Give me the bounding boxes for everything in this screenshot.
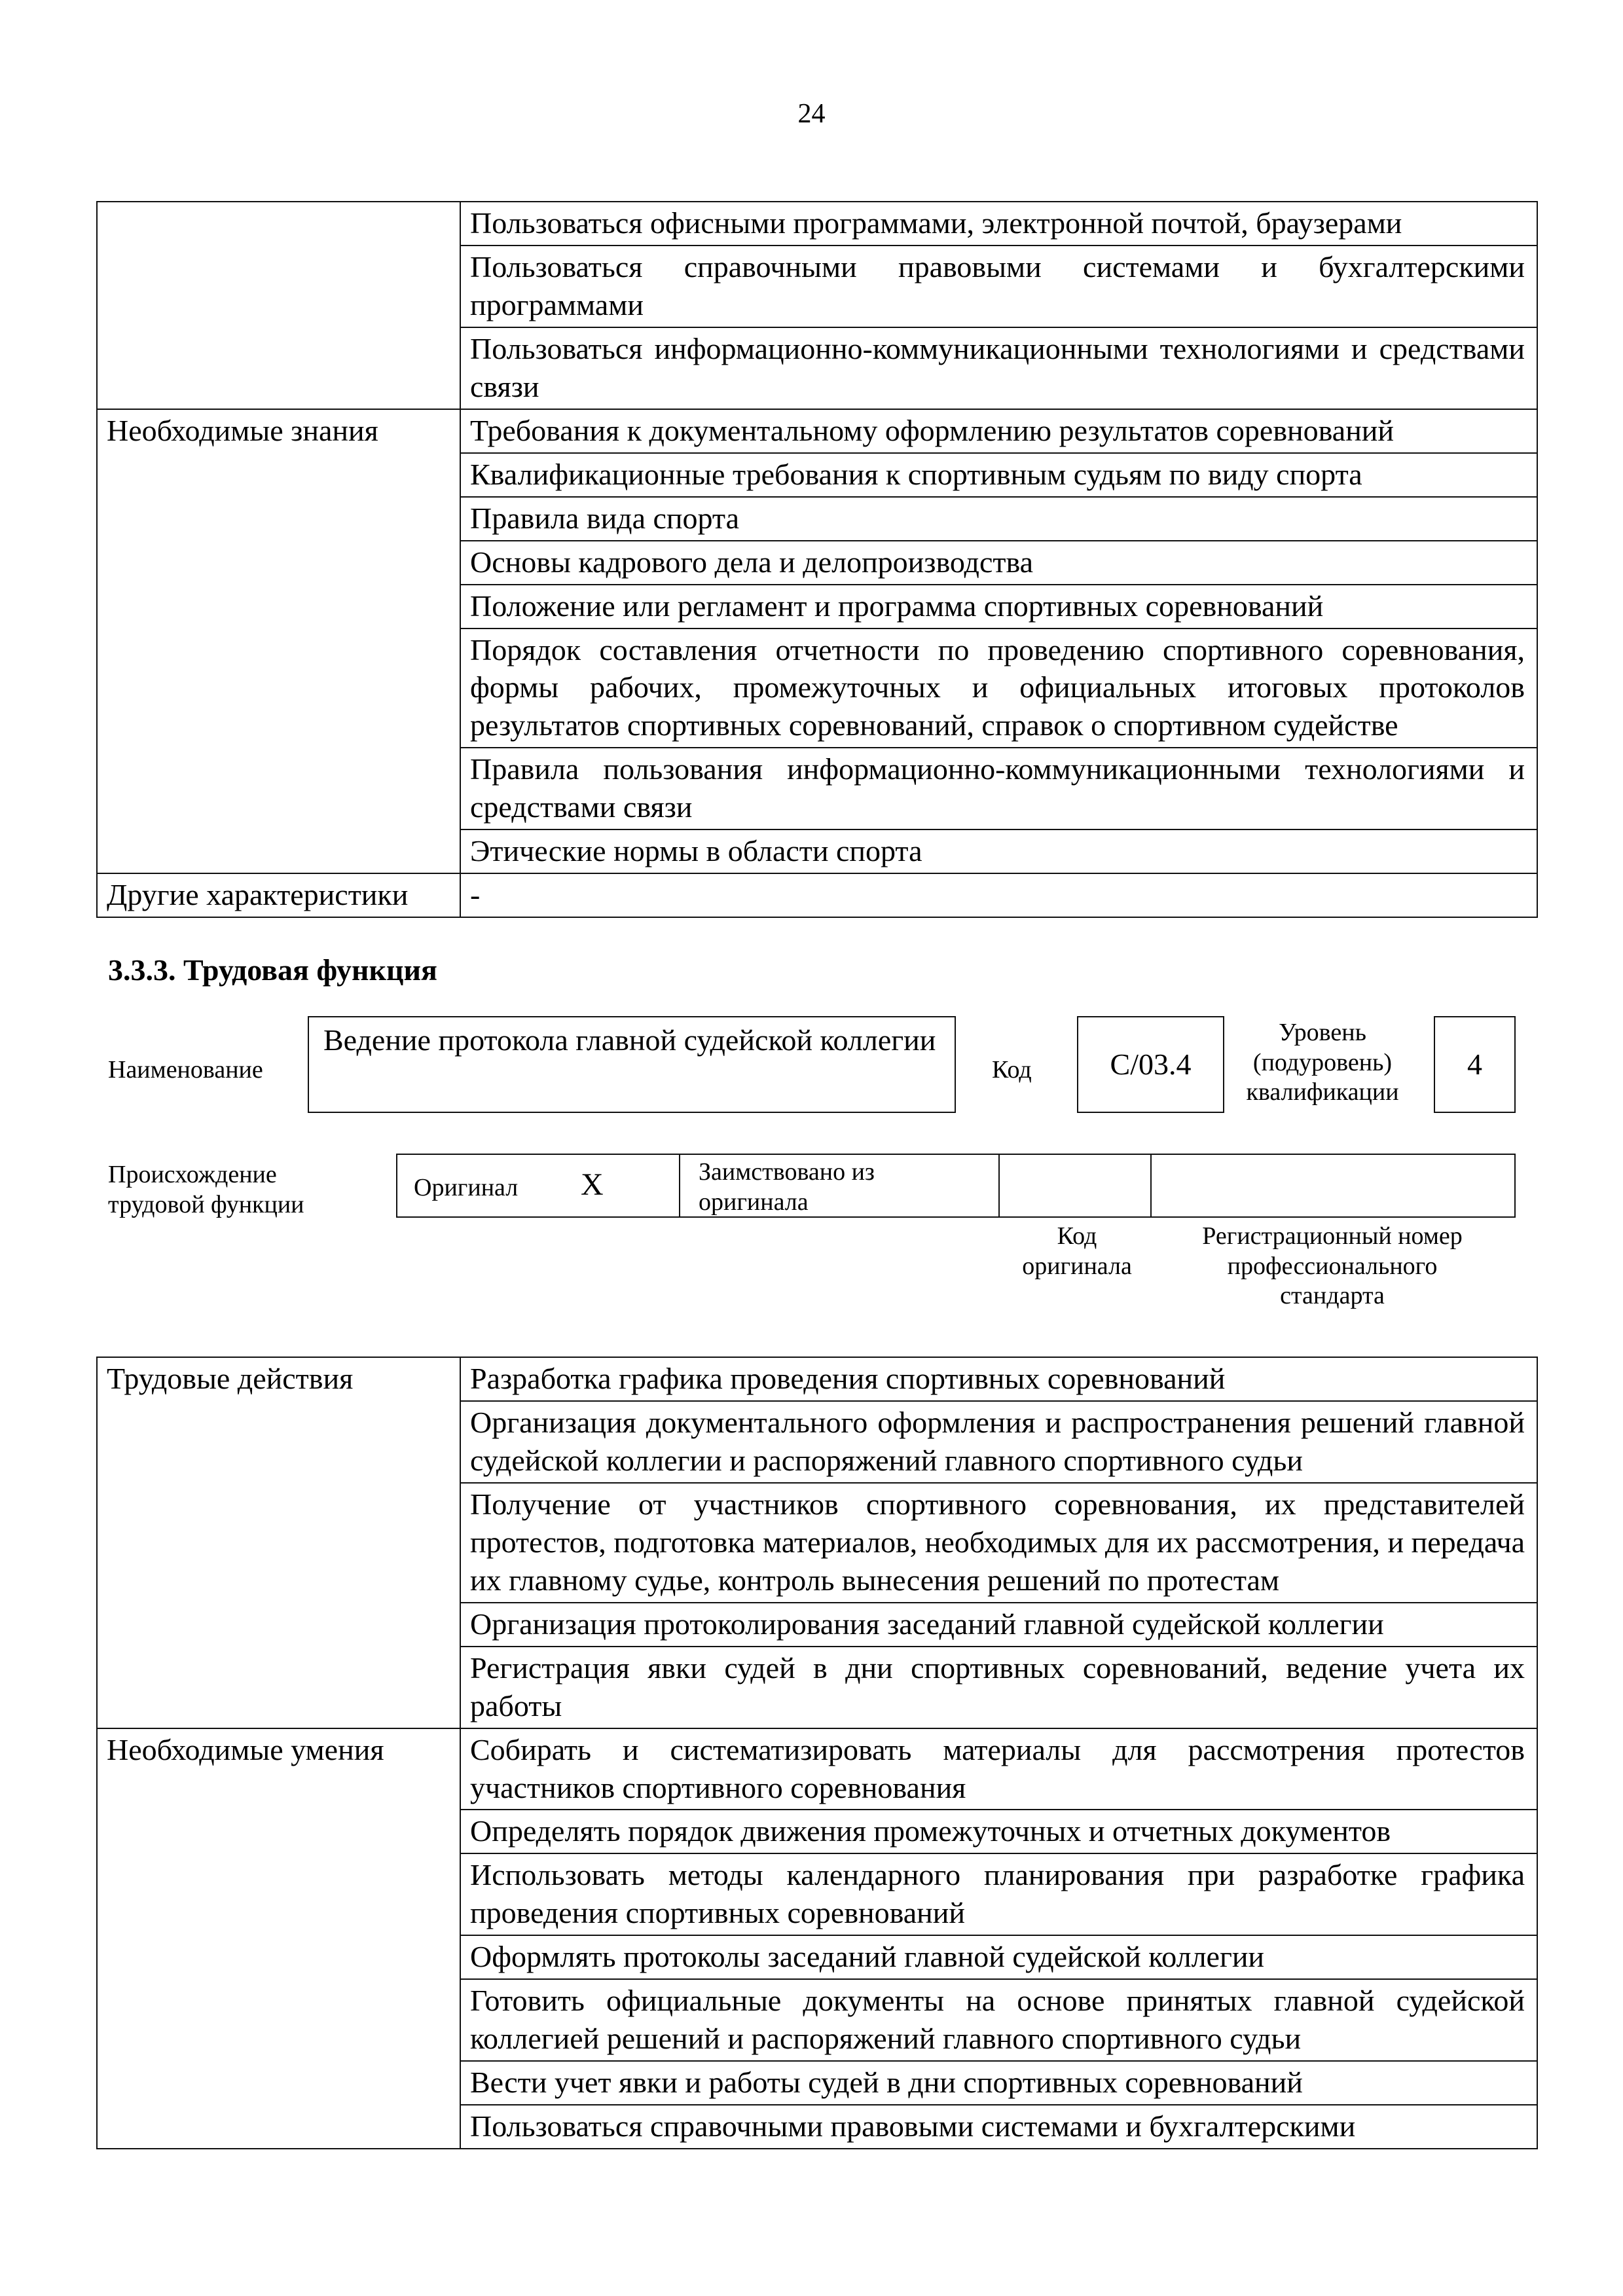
row-text-cell: Пользоваться офисными программами, электронной почтой, браузерами: [460, 202, 1537, 246]
code-value: C/03.4: [1110, 1048, 1192, 1081]
table-row: [97, 873, 1537, 917]
row-label-cell: [97, 202, 460, 409]
actions-table: [96, 1357, 1538, 2149]
row-text-cell: Получение от участников спортивного соревнования, их представителей протестов, подготовка материалов, необходимых для их рассмотрения, и передача их главному судье, контроль вынесения решений по протестам: [460, 1483, 1537, 1603]
row-text-cell: Основы кадрового дела и делопроизводства: [460, 541, 1537, 585]
table-row: [97, 1728, 1537, 1810]
row-text-cell: Пользоваться справочными правовыми системами и бухгалтерскими: [460, 2105, 1537, 2149]
row-label-cell: Другие характеристики: [97, 873, 460, 917]
row-text-cell: Квалификационные требования к спортивным судьям по виду спорта: [460, 453, 1537, 497]
row-text-cell: Организация протоколирования заседаний главной судейской коллегии: [460, 1603, 1537, 1647]
row-text-cell: Правила вида спорта: [460, 497, 1537, 541]
row-text-cell: Организация документального оформления и распространения решений главной судейской коллегии и распоряжений главного спортивного судьи: [460, 1401, 1537, 1483]
row-text-cell: Положение или регламент и программа спортивных соревнований: [460, 585, 1537, 629]
row-label-cell: Трудовые действия: [97, 1357, 460, 1728]
row-text-cell: Оформлять протоколы заседаний главной судейской коллегии: [460, 1935, 1537, 1979]
borrowed-label: Заимствовано из оригинала: [699, 1158, 875, 1216]
knowledge-table: [96, 201, 1538, 918]
level-value-box: [1434, 1016, 1516, 1113]
row-label-cell: Необходимые умения: [97, 1728, 460, 2149]
original-label: Оригинал: [414, 1174, 519, 1201]
row-text-cell: Пользоваться справочными правовыми системами и бухгалтерскими программами: [460, 246, 1537, 327]
name-value: Ведение протокола главной судейской коллегии: [323, 1023, 936, 1057]
section-heading: 3.3.3. Трудовая функция: [108, 953, 437, 987]
row-text-cell: Определять порядок движения промежуточных и отчетных документов: [460, 1810, 1537, 1853]
original-mark: X: [581, 1167, 604, 1202]
row-text-cell: Требования к документальному оформлению результатов соревнований: [460, 409, 1537, 453]
origin-label: Происхождение трудовой функции: [108, 1161, 304, 1218]
row-text-cell: Этические нормы в области спорта: [460, 829, 1537, 873]
row-label-cell: Необходимые знания: [97, 409, 460, 873]
row-text-cell: Готовить официальные документы на основе принятых главной судейской коллегией решений и распоряжений главного спортивного судьи: [460, 1979, 1537, 2061]
row-text-cell: Разработка графика проведения спортивных соревнований: [460, 1357, 1537, 1401]
row-text-cell: Правила пользования информационно-коммуникационными технологиями и средствами связи: [460, 748, 1537, 829]
row-text-cell: Собирать и систематизировать материалы для рассмотрения протестов участников спортивного соревнования: [460, 1728, 1537, 1810]
code-original-caption: Код оригинала: [1022, 1222, 1132, 1280]
name-value-box: [308, 1016, 956, 1113]
table-row: [97, 202, 1537, 246]
origin-box: [396, 1154, 1516, 1218]
page-number: 24: [797, 99, 826, 129]
table-row: [97, 1357, 1537, 1401]
table-row: [97, 409, 1537, 453]
code-value-box: [1077, 1016, 1224, 1113]
row-text-cell: Пользоваться информационно-коммуникационными технологиями и средствами связи: [460, 327, 1537, 409]
reg-number-caption: Регистрационный номер профессионального стандарта: [1202, 1222, 1463, 1310]
name-label: Наименование: [108, 1056, 263, 1084]
level-value: 4: [1467, 1048, 1482, 1081]
code-label: Код: [992, 1056, 1032, 1084]
row-text-cell: Использовать методы календарного планирования при разработке графика проведения спортивных соревнований: [460, 1853, 1537, 1935]
row-text-cell: Вести учет явки и работы судей в дни спортивных соревнований: [460, 2061, 1537, 2105]
level-label: Уровень (подуровень) квалификации: [1246, 1019, 1399, 1106]
row-text-cell: Порядок составления отчетности по проведению спортивного соревнования, формы рабочих, промежуточных и официальных итоговых протоколов результатов спортивных соревнований, справок о спортивном судействе: [460, 629, 1537, 748]
row-text-cell: Регистрация явки судей в дни спортивных соревнований, ведение учета их работы: [460, 1647, 1537, 1728]
row-text-cell: -: [460, 873, 1537, 917]
